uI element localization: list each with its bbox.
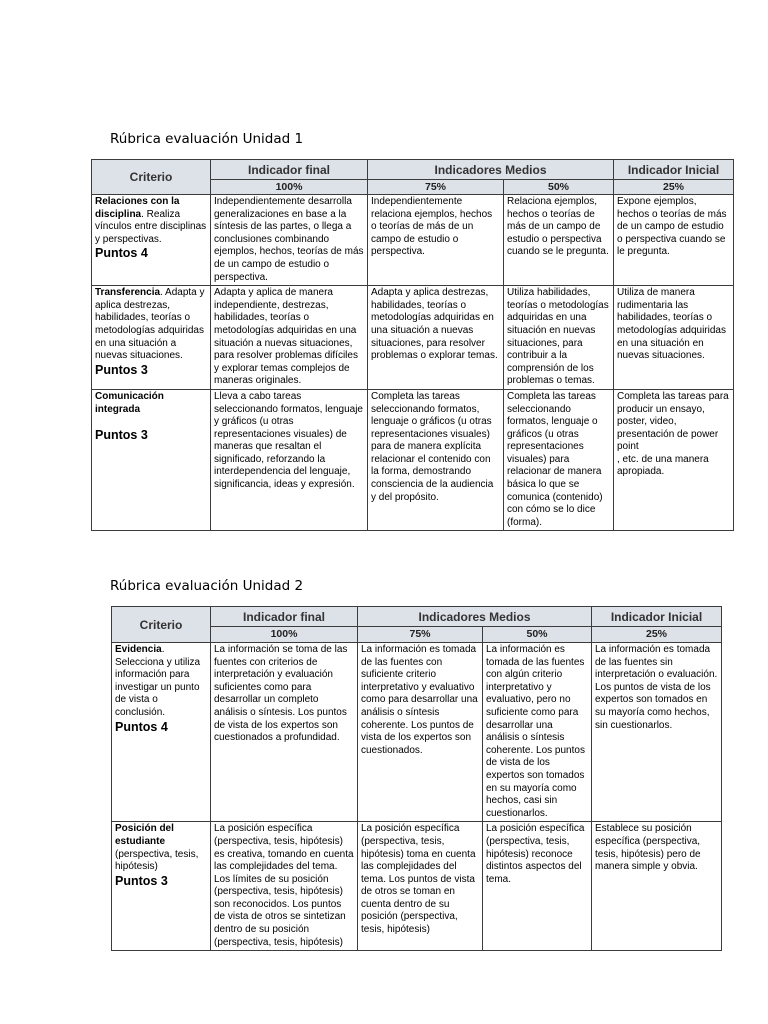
table-row (92, 389, 734, 531)
criterion-points: Puntos 4 (115, 719, 168, 734)
section-title-unidad-1: Rúbrica evaluación Unidad 1 (110, 131, 304, 147)
header-pct-75: 75% (368, 180, 504, 195)
level-50-cell: Completa las tareas seleccionando formatos, lenguaje o gráficos (u otras representaciones visuales) para relacionar de manera básica lo que se comunica (contenido) con cómo se lo dice (forma). (504, 389, 614, 531)
level-25-cell: La información es tomada de las fuentes sin interpretación o evaluación. Los puntos de vista de los expertos son tomados en su mayoría como hechos, sin cuestionarlos. (592, 643, 722, 822)
level-50-cell: La posición específica (perspectiva, tesis, hipótesis) reconoce distintos aspectos del tema. (483, 822, 592, 951)
level-100-cell: Adapta y aplica de manera independiente, destrezas, habilidades, teorías o metodologías adquiridas en una situación a nuevas situaciones, para resolver problemas difíciles y explorar temas complejos de maneras originales. (211, 286, 368, 390)
table-row (112, 643, 722, 822)
level-100-cell: La posición específica (perspectiva, tesis, hipótesis) es creativa, tomando en cuenta las complejidades del tema. Los límites de su posición (perspectiva, tesis, hipótesis) son reconocidos. Los puntos de vista de otros se sintetizan dentro de su posición (perspectiva, tesis, hipótesis) (211, 822, 358, 951)
level-50-cell: Relaciona ejemplos, hechos o teorías de más de un campo de estudio o perspectiva cuando se le pregunta. (504, 195, 614, 286)
criterion-cell (92, 286, 211, 390)
header-criterio: Criterio (92, 160, 211, 195)
criterion-cell (92, 389, 211, 531)
header-pct-50: 50% (483, 627, 592, 643)
header-pct-50: 50% (504, 180, 614, 195)
rubric-table-unidad-1 (91, 159, 734, 531)
level-50-cell: Utiliza habilidades, teorías o metodologías adquiridas en una situación en nuevas situaciones, para contribuir a la comprensión de los problemas o temas. (504, 286, 614, 390)
header-indicador-inicial: Indicador Inicial (614, 160, 734, 180)
header-pct-25: 25% (592, 627, 722, 643)
level-75-cell: Completa las tareas seleccionando formatos, lenguaje o gráficos (u otras representaciones visuales) para de manera explícita relacionar el contenido con la forma, demostrando consciencia de la audiencia y del propósito. (368, 389, 504, 531)
level-100-cell: Independientemente desarrolla generalizaciones en base a la síntesis de las partes, o llega a conclusiones combinando ejemplos, hechos, teorías de más de un campo de estudio o perspectiva. (211, 195, 368, 286)
header-indicadores-medios: Indicadores Medios (368, 160, 614, 180)
criterion-points: Puntos 3 (115, 873, 168, 888)
criterion-description: . Selecciona y utiliza información para investigar un punto de vista o conclusión. (115, 644, 201, 718)
level-25-cell: Utiliza de manera rudimentaria las habilidades, teorías o metodologías adquiridas en una situación en nuevas situaciones. (614, 286, 734, 390)
level-25-cell: Expone ejemplos, hechos o teorías de más de un campo de estudio o perspectiva cuando se le pregunta. (614, 195, 734, 286)
criterion-title: Transferencia (95, 287, 161, 299)
level-100-cell: La información se toma de las fuentes con criterios de interpretación y evaluación suficientes como para desarrollar un completo análisis o síntesis. Los puntos de vista de los expertos son cuestionados a profundidad. (211, 643, 358, 822)
level-75-cell: La información es tomada de las fuentes con suficiente criterio interpretativo y evaluativo como para desarrollar una análisis o síntesis coherente. Los puntos de vista de los expertos son cuestionados. (358, 643, 483, 822)
section-title-unidad-2: Rúbrica evaluación Unidad 2 (110, 578, 304, 594)
header-indicadores-medios: Indicadores Medios (358, 607, 592, 627)
criterion-description: (perspectiva, tesis, hipótesis) (115, 848, 199, 873)
level-25-cell: Completa las tareas para producir un ensayo, poster, video, presentación de power point , etc. de una manera apropiada. (614, 389, 734, 531)
criterion-title: Posición del estudiante (115, 823, 174, 847)
level-50-cell: La información es tomada de las fuentes con algún criterio interpretativo y evaluativo, pero no suficiente como para desarrollar una análisis o síntesis coherente. Los puntos de vista de los expertos son tomados en su mayoría como hechos, casi sin cuestionarlos. (483, 643, 592, 822)
rubric-table-unidad-2 (111, 606, 722, 951)
level-100-cell: Lleva a cabo tareas seleccionando formatos, lenguaje y gráficos (u otras representaciones visuales) de maneras que resaltan el significado, reforzando la interdependencia del lenguaje, significancia, ideas y expresión. (211, 389, 368, 531)
criterion-title: Evidencia (115, 644, 162, 655)
criterion-cell (92, 195, 211, 286)
level-75-cell: Adapta y aplica destrezas, habilidades, teorías o metodologías adquiridas en una situación a nuevas situaciones, para resolver problemas o explorar temas. (368, 286, 504, 390)
level-25-cell: Establece su posición específica (perspectiva, tesis, hipótesis) pero de manera simple y obvia. (592, 822, 722, 951)
header-indicador-inicial: Indicador Inicial (592, 607, 722, 627)
table-row (92, 286, 734, 390)
header-pct-100: 100% (211, 180, 368, 195)
header-pct-100: 100% (211, 627, 358, 643)
criterion-description: . Adapta y aplica destrezas, habilidades, teorías o metodologías adquiridas en una situación a nuevas situaciones. (95, 287, 205, 362)
header-pct-75: 75% (358, 627, 483, 643)
level-75-cell: La posición específica (perspectiva, tesis, hipótesis) toma en cuenta las complejidades del tema. Los puntos de vista de otros se toman en cuenta dentro de su posición (perspectiva, tesis, hipótesis) (358, 822, 483, 951)
criterion-cell (112, 822, 211, 951)
header-criterio: Criterio (112, 607, 211, 643)
criterion-points: Puntos 4 (95, 246, 148, 261)
header-indicador-final: Indicador final (211, 607, 358, 627)
table-row (92, 195, 734, 286)
criterion-cell (112, 643, 211, 822)
level-75-cell: Independientemente relaciona ejemplos, hechos o teorías de más de un campo de estudio o perspectiva. (368, 195, 504, 286)
criterion-title: Comunicación integrada (95, 390, 164, 415)
header-pct-25: 25% (614, 180, 734, 195)
header-indicador-final: Indicador final (211, 160, 368, 180)
criterion-title: Relaciones con la disciplina (95, 196, 180, 220)
table-row (112, 822, 722, 951)
criterion-points: Puntos 3 (95, 362, 148, 377)
criterion-description: . Realiza vínculos entre disciplinas y perspectivas. (95, 208, 207, 245)
criterion-points: Puntos 3 (95, 428, 148, 443)
